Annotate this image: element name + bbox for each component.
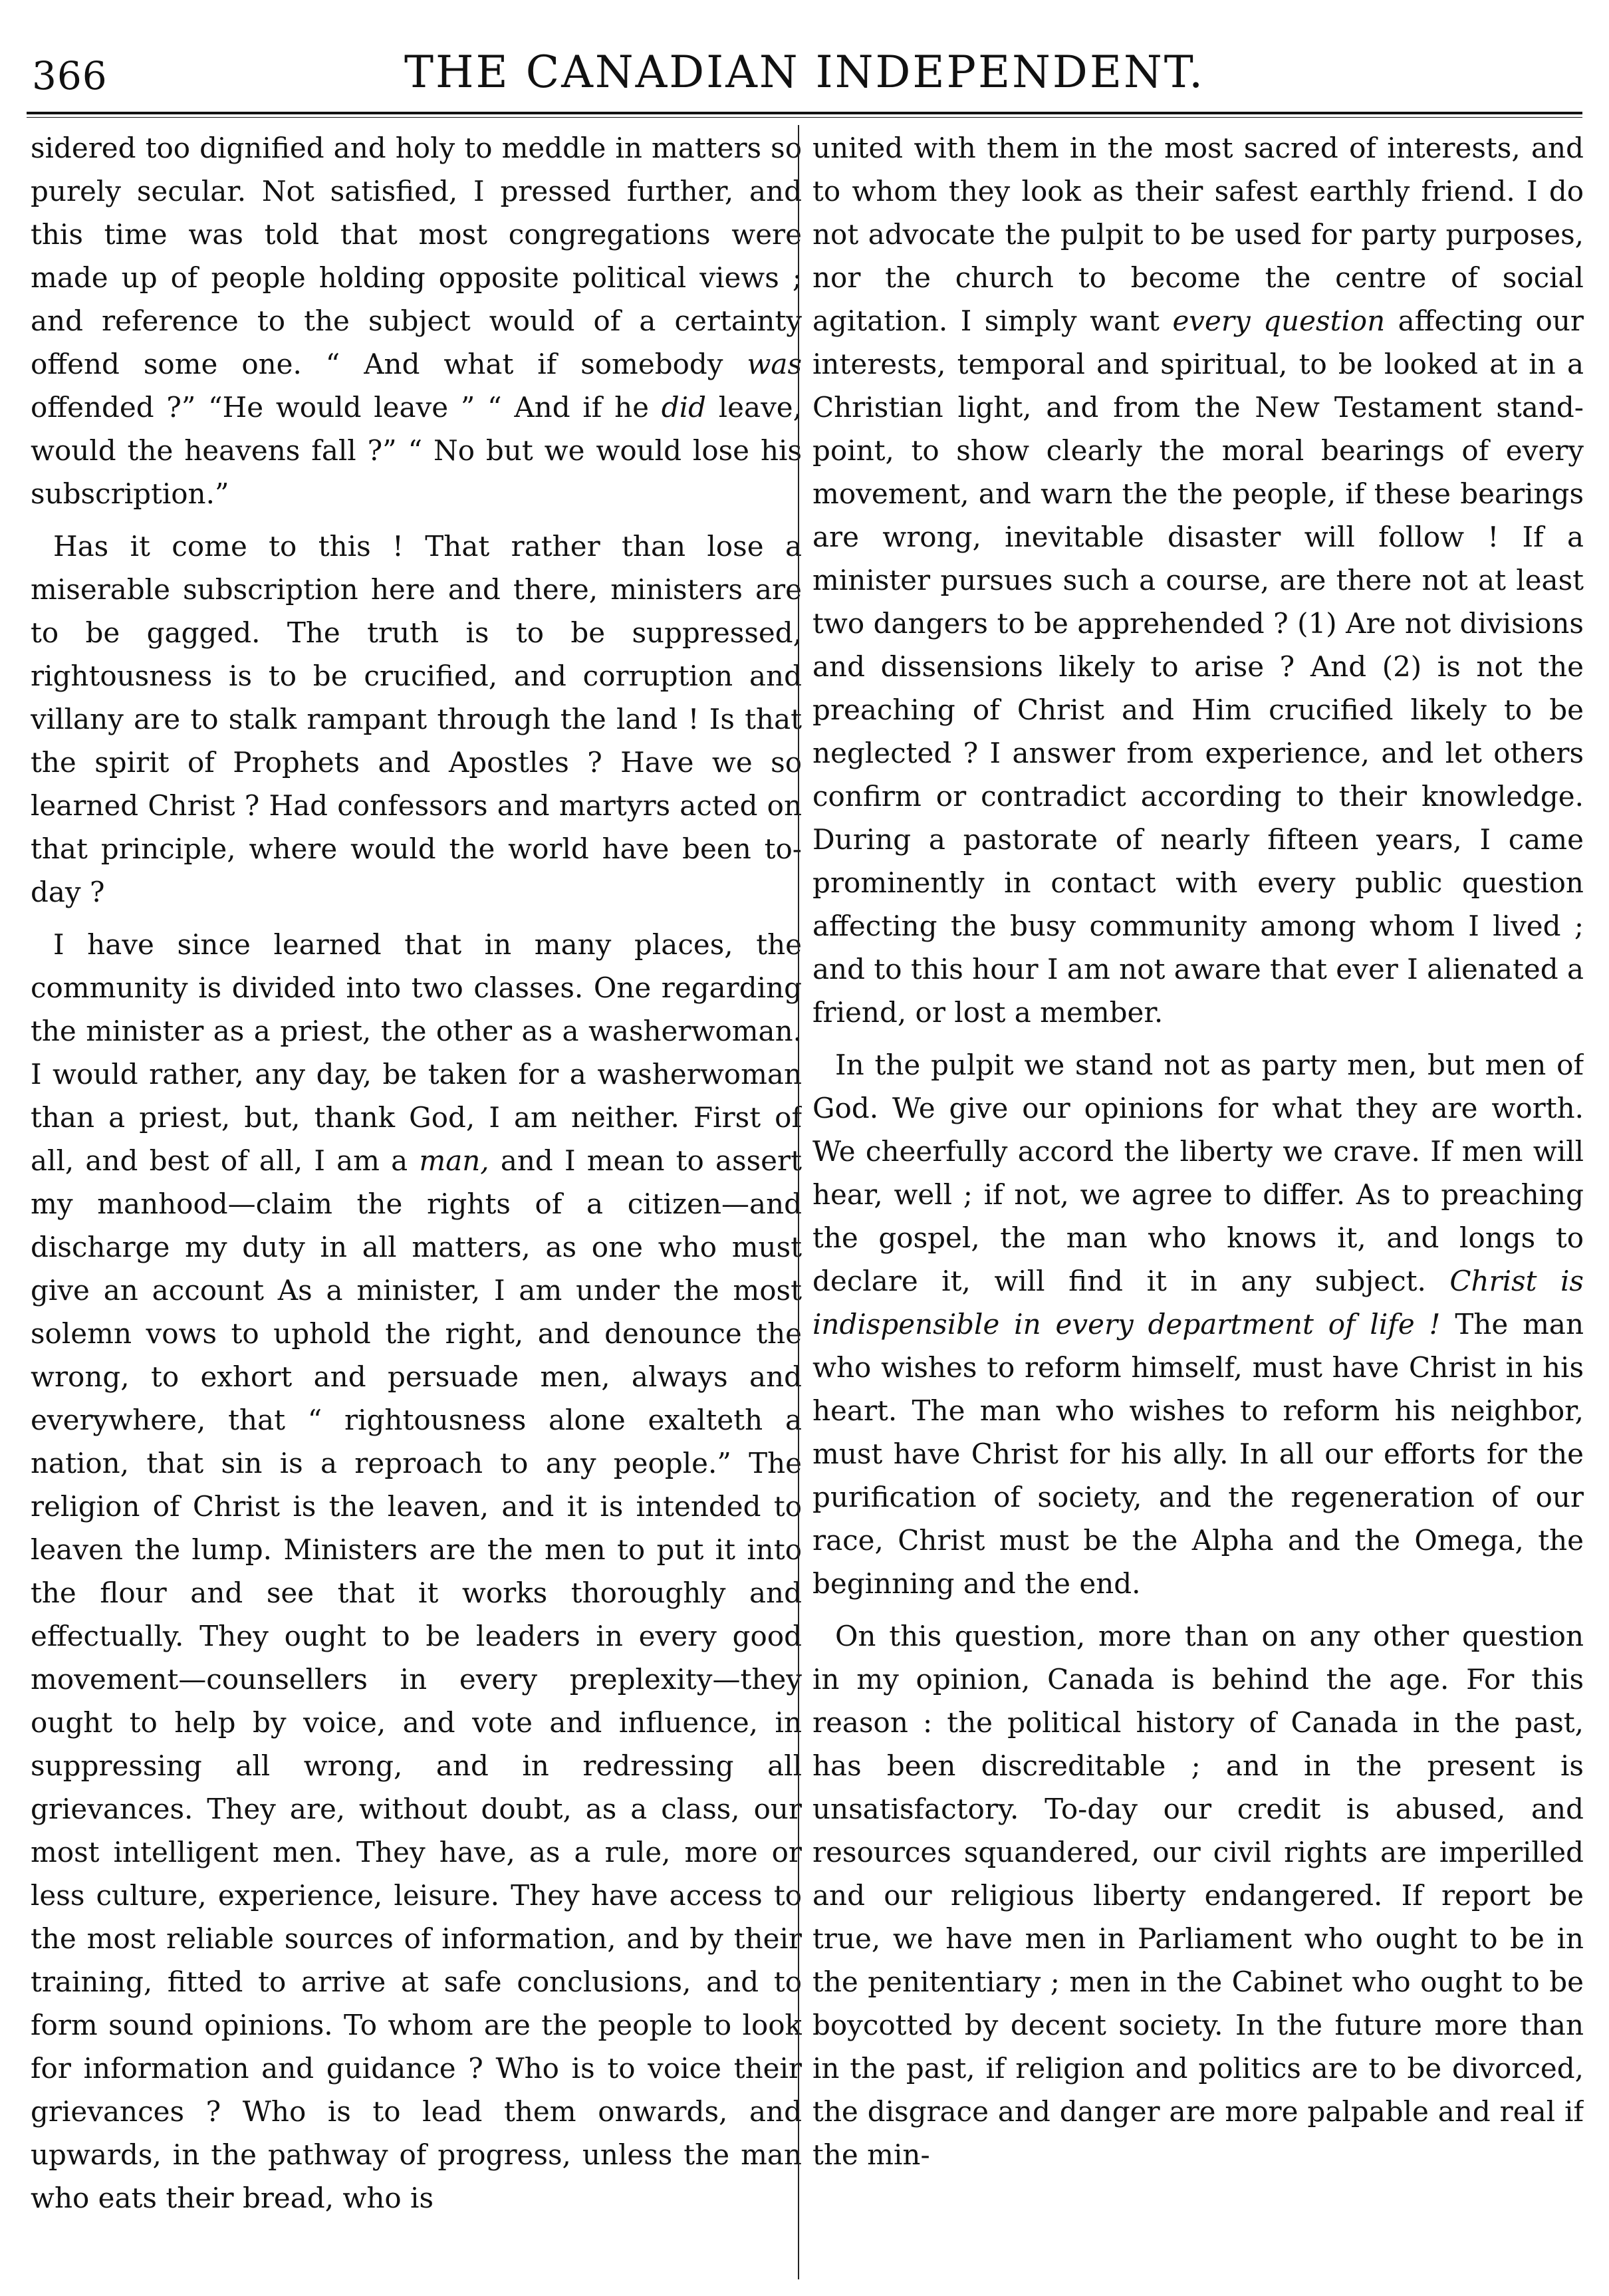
paragraph: Has it come to this ! That rather than lose a miserable subscription here and there, ministers are to be gagged. The truth is to be suppressed, rightousness is to be crucified, and corruption and villany are to stalk rampant through the land ! Is that the spirit of Prophets and Apostles ? Have we so learned Christ ? Had confessors and martyrs acted on that principle, where would the world have been to-day ? [31,530,802,908]
header-rule-thin [27,117,1582,118]
paragraph: In the pulpit we stand not as party men, but men of God. We give our opinions for what they are worth. We cheerfully accord the liberty we crave. If men will hear, well ; if not, we agree to differ. As to preaching the gospel, the man who knows it, and longs to declare it, will find it in any subject. Christ is indispensible in every department of life ! The man who wishes to reform himself, must have Christ in his heart. The man who wishes to reform his neighbor, must have Christ for his ally. In all our efforts for the purification of society, and the regeneration of our race, Christ must be the Alpha and the Omega, the beginning and the end. [812,1049,1584,1600]
emphasis: man, [419,1144,489,1177]
page-header [27,41,1582,121]
emphasis: was [747,348,802,380]
emphasis: Christ is indispensible in every department of life ! [812,1265,1584,1340]
paragraph: united with them in the most sacred of interests, and to whom they look as their safest earthly friend. I do not advocate the pulpit to be used for party purposes, nor the church to become the centre of social agitation. I simply want every question affecting our interests, temporal and spiritual, to be looked at in a Christian light, and from the New Testament stand-point, to show clearly the moral bearings of every movement, and warn the the people, if these bearings are wrong, inevitable disaster will follow ! If a minister pursues such a course, are there not at least two dangers to be apprehended ? (1) Are not divisions and dissensions likely to arise ? And (2) is not the preaching of Christ and Him crucified likely to be neglected ? I answer from experience, and let others confirm or contradict according to their knowledge. During a pastorate of nearly fifteen years, I came prominently in contact with every public question affecting the busy community among whom I lived ; and to this hour I am not aware that ever I alienated a friend, or lost a member. [812,132,1584,1029]
right-column [812,126,1584,2281]
paragraph: On this question, more than on any other question in my opinion, Canada is behind the age. For this reason : the political history of Canada in the past, has been discreditable ; and in the present is unsatisfactory. To-day our credit is abused, and resources squandered, our civil rights are imperilled and our religious liberty endangered. If report be true, we have men in Parliament who ought to be in the penitentiary ; men in the Cabinet who ought to be boycotted by decent society. In the future more than in the past, if religion and politics are to be divorced, the disgrace and danger are more palpable and real if the min- [812,1620,1584,2171]
emphasis: did [661,391,706,424]
paragraph: sidered too dignified and holy to meddle in matters so purely secular. Not satisfied, I pressed further, and this time was told that most congregations were made up of people holding opposite political views ; and reference to the subject would of a certainty offend some one. “ And what if somebody was offended ?” “He would leave ” “ And if he did leave, would the heavens fall ?” “ No but we would lose his subscription.” [31,132,802,510]
header-rule [27,112,1582,114]
paragraph: I have since learned that in many places, the community is divided into two classes. One regarding the minister as a priest, the other as a washerwoman. I would rather, any day, be taken for a washerwoman than a priest, but, thank God, I am neither. First of all, and best of all, I am a man, and I mean to assert my manhood—claim the rights of a citizen—and discharge my duty in all matters, as one who must give an account As a minister, I am under the most solemn vows to uphold the right, and denounce the wrong, to exhort and persuade men, always and everywhere, that “ rightousness alone exalteth a nation, that sin is a reproach to any people.” The religion of Christ is the leaven, and it is intended to leaven the lump. Ministers are the men to put it into the flour and see that it works thoroughly and effectually. They ought to be leaders in every good movement—counsellers in every preplexity—they ought to help by voice, and vote and influence, in suppressing all wrong, and in redressing all grievances. They are, without doubt, as a class, our most intelligent men. They have, as a rule, more or less culture, experience, leisure. They have access to the most reliable sources of information, and by their training, fitted to arrive at safe conclusions, and to form sound opinions. To whom are the people to look for information and guidance ? Who is to voice their grievances ? Who is to lead them onwards, and upwards, in the pathway of progress, unless the man who eats their bread, who is [31,928,802,2214]
emphasis: every question [1172,305,1386,337]
masthead-title: THE CANADIAN INDEPENDENT. [404,47,1205,98]
left-column [31,126,802,2281]
page-number: 366 [32,53,108,98]
column-divider [798,125,799,2279]
